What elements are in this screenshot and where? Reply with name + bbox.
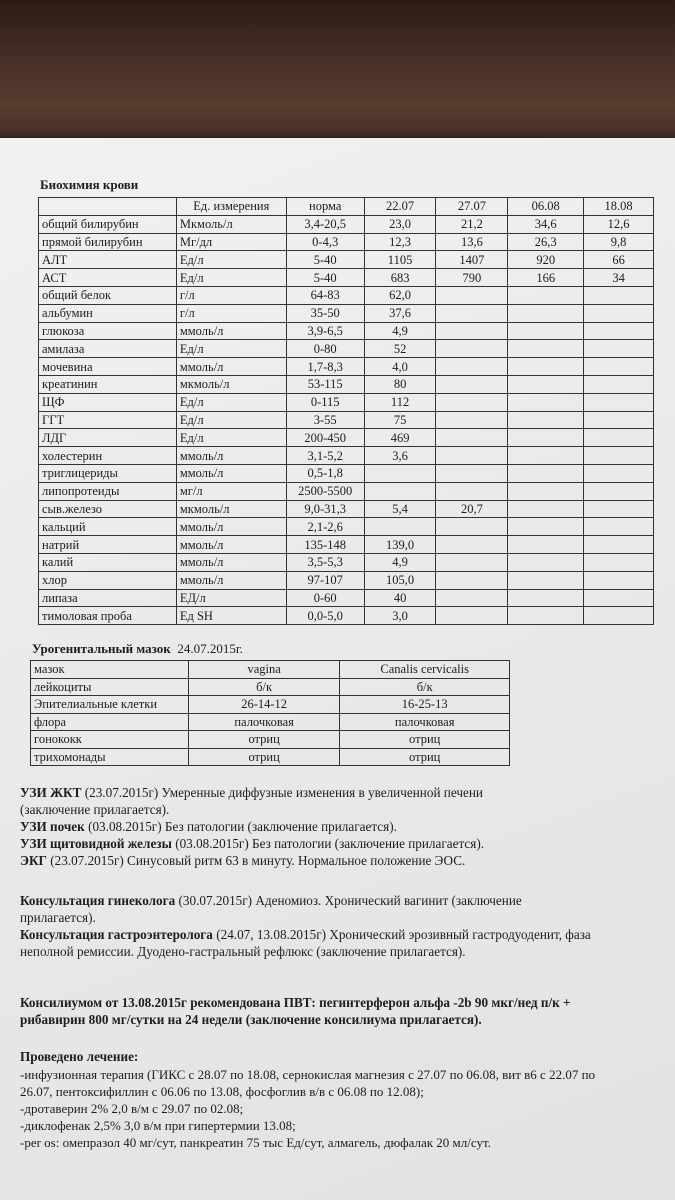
table-row xyxy=(39,553,654,571)
table-cell xyxy=(584,322,654,340)
table-cell: мкмоль/л xyxy=(176,375,286,393)
table-cell: отриц xyxy=(340,748,510,766)
table-cell xyxy=(508,500,584,518)
table-cell: 35-50 xyxy=(286,304,364,322)
table-cell: альбумин xyxy=(39,304,177,322)
table-cell: 3,1-5,2 xyxy=(286,447,364,465)
studies-block xyxy=(20,784,540,869)
table-cell xyxy=(508,518,584,536)
table-cell xyxy=(584,429,654,447)
table-cell: б/к xyxy=(188,678,340,696)
smear-title: Урогенитальный мазок xyxy=(32,641,171,656)
table-cell xyxy=(508,553,584,571)
table-cell xyxy=(584,536,654,554)
table-cell: 3,5-5,3 xyxy=(286,553,364,571)
table-cell: отриц xyxy=(188,748,340,766)
biochem-table xyxy=(38,197,654,625)
table-cell: 26-14-12 xyxy=(188,696,340,714)
table-cell xyxy=(508,589,584,607)
table-cell: ЕД/л xyxy=(176,589,286,607)
table-cell: 4,9 xyxy=(364,322,436,340)
table-cell: 16-25-13 xyxy=(340,696,510,714)
smear-table xyxy=(30,660,510,766)
table-cell: 790 xyxy=(436,269,508,287)
table-cell: лейкоциты xyxy=(31,678,189,696)
table-cell: ГГТ xyxy=(39,411,177,429)
table-cell: 3,6 xyxy=(364,447,436,465)
table-cell xyxy=(508,464,584,482)
table-cell: палочковая xyxy=(188,713,340,731)
table-cell xyxy=(436,607,508,625)
table-cell: 135-148 xyxy=(286,536,364,554)
table-cell: флора xyxy=(31,713,189,731)
biochem-title: Биохимия крови xyxy=(40,177,139,192)
table-cell xyxy=(508,322,584,340)
table-row xyxy=(39,358,654,376)
table-row xyxy=(39,607,654,625)
table-cell: 34,6 xyxy=(508,215,584,233)
table-cell: 3-55 xyxy=(286,411,364,429)
study-thyroid-ultrasound: УЗИ щитовидной железы (03.08.2015г) Без патологии (заключение прилагается). xyxy=(20,836,485,851)
table-cell xyxy=(364,518,436,536)
table-cell: глюкоза xyxy=(39,322,177,340)
council-recommendation: Консилиумом от 13.08.2015г рекомендована ПВТ: пегинтерферон альфа -2b 90 мкг/нед п/к + рибавирин 800 мг/сутки на 24 недели (заключение консилиума прилагается). xyxy=(20,995,571,1027)
table-cell xyxy=(584,607,654,625)
table-row xyxy=(39,322,654,340)
table-cell: Ед/л xyxy=(176,429,286,447)
table-cell: ммоль/л xyxy=(176,358,286,376)
table-cell: мг/л xyxy=(176,482,286,500)
table-cell: Ед/л xyxy=(176,411,286,429)
treatment-line: -диклофенак 2,5% 3,0 в/м при гипертермии 13.08; xyxy=(20,1118,296,1133)
table-cell xyxy=(436,518,508,536)
table-cell xyxy=(584,358,654,376)
table-cell: 21,2 xyxy=(436,215,508,233)
treatment-line: -дротаверин 2% 2,0 в/м с 29.07 по 02.08; xyxy=(20,1101,244,1116)
table-cell xyxy=(584,304,654,322)
table-cell: 80 xyxy=(364,375,436,393)
table-cell: ммоль/л xyxy=(176,464,286,482)
table-cell: АЛТ xyxy=(39,251,177,269)
table-row xyxy=(39,215,654,233)
table-cell xyxy=(436,536,508,554)
study-kidney-ultrasound: УЗИ почек (03.08.2015г) Без патологии (заключение прилагается). xyxy=(20,819,397,834)
table-cell: гонококк xyxy=(31,731,189,749)
table-cell xyxy=(508,393,584,411)
treatment-line: -инфузионная терапия (ГИКС с 28.07 по 18.08, сернокислая магнезия с 27.07 по 06.08, вит в6 с 22.07 по 26.07, пентоксифиллин с 06.06 по 13.08, фосфоглив в/в с 06.08 по 12.08); xyxy=(20,1067,596,1099)
table-row xyxy=(39,464,654,482)
table-header-cell: 06.08 xyxy=(508,198,584,216)
table-cell: 3,4-20,5 xyxy=(286,215,364,233)
table-cell: 0,0-5,0 xyxy=(286,607,364,625)
table-cell: Мг/дл xyxy=(176,233,286,251)
table-cell: палочковая xyxy=(340,713,510,731)
table-cell: 12,6 xyxy=(584,215,654,233)
table-cell xyxy=(508,429,584,447)
table-row xyxy=(39,536,654,554)
table-row xyxy=(39,375,654,393)
table-cell: г/л xyxy=(176,304,286,322)
table-cell xyxy=(584,464,654,482)
table-cell: тимоловая проба xyxy=(39,607,177,625)
table-header-cell: норма xyxy=(286,198,364,216)
table-cell: 9,8 xyxy=(584,233,654,251)
table-row xyxy=(31,713,510,731)
table-header-cell: мазок xyxy=(31,661,189,679)
table-row xyxy=(39,286,654,304)
study-ecg: ЭКГ (23.07.2015г) Синусовый ритм 63 в минуту. Нормальное положение ЭОС. xyxy=(20,853,466,868)
table-cell xyxy=(584,482,654,500)
table-cell: 34 xyxy=(584,269,654,287)
table-cell xyxy=(436,304,508,322)
table-cell: холестерин xyxy=(39,447,177,465)
table-cell: ммоль/л xyxy=(176,447,286,465)
table-cell xyxy=(508,375,584,393)
table-cell: 66 xyxy=(584,251,654,269)
study-gi-ultrasound: УЗИ ЖКТ (23.07.2015г) Умеренные диффузные изменения в увеличенной печени (заключение прилагается). xyxy=(20,785,483,817)
table-cell: 4,9 xyxy=(364,553,436,571)
table-cell: ммоль/л xyxy=(176,571,286,589)
table-cell xyxy=(436,464,508,482)
table-cell: 13,6 xyxy=(436,233,508,251)
table-row xyxy=(39,589,654,607)
table-cell xyxy=(436,393,508,411)
table-cell: 75 xyxy=(364,411,436,429)
table-cell: 3,9-6,5 xyxy=(286,322,364,340)
table-cell xyxy=(508,571,584,589)
table-cell: 3,0 xyxy=(364,607,436,625)
table-cell: общий билирубин xyxy=(39,215,177,233)
table-cell: 112 xyxy=(364,393,436,411)
table-cell: кальций xyxy=(39,518,177,536)
table-cell xyxy=(584,375,654,393)
table-cell: 0-80 xyxy=(286,340,364,358)
table-row xyxy=(39,233,654,251)
table-cell: Ед/л xyxy=(176,269,286,287)
smear-date: 24.07.2015г. xyxy=(177,641,243,656)
table-row xyxy=(39,340,654,358)
table-cell: сыв.железо xyxy=(39,500,177,518)
table-cell: Ед/л xyxy=(176,340,286,358)
smear-header-row xyxy=(31,661,510,679)
table-cell: натрий xyxy=(39,536,177,554)
table-cell: 166 xyxy=(508,269,584,287)
table-header-cell: 27.07 xyxy=(436,198,508,216)
table-cell xyxy=(508,482,584,500)
table-cell xyxy=(584,340,654,358)
table-cell xyxy=(584,553,654,571)
table-cell: 2,1-2,6 xyxy=(286,518,364,536)
table-cell: прямой билирубин xyxy=(39,233,177,251)
table-cell xyxy=(584,589,654,607)
table-cell: 200-450 xyxy=(286,429,364,447)
table-cell xyxy=(436,375,508,393)
treatment-title: Проведено лечение: xyxy=(20,1049,139,1064)
table-cell: общий белок xyxy=(39,286,177,304)
table-row xyxy=(39,269,654,287)
table-cell: хлор xyxy=(39,571,177,589)
consults-block xyxy=(20,892,600,960)
table-cell xyxy=(508,304,584,322)
table-cell: Ед/л xyxy=(176,393,286,411)
table-cell xyxy=(508,340,584,358)
table-row xyxy=(39,447,654,465)
table-cell: креатинин xyxy=(39,375,177,393)
table-cell: 920 xyxy=(508,251,584,269)
table-cell xyxy=(436,447,508,465)
table-row xyxy=(39,571,654,589)
table-cell xyxy=(508,411,584,429)
table-cell: Ед/л xyxy=(176,251,286,269)
table-cell: 0-4,3 xyxy=(286,233,364,251)
table-cell xyxy=(436,429,508,447)
table-cell xyxy=(436,322,508,340)
table-cell: 5-40 xyxy=(286,269,364,287)
table-row xyxy=(39,518,654,536)
table-cell xyxy=(436,589,508,607)
table-cell xyxy=(508,286,584,304)
consult-gastroenterologist: Консультация гастроэнтеролога (24.07, 13.08.2015г) Хронический эрозивный гастродуоденит, фаза неполной ремиссии. Дуодено-гастральный рефлюкс (заключение прилагается). xyxy=(20,927,591,959)
table-cell xyxy=(436,411,508,429)
table-cell xyxy=(436,340,508,358)
table-cell: отриц xyxy=(188,731,340,749)
table-cell: липаза xyxy=(39,589,177,607)
table-cell xyxy=(584,518,654,536)
table-cell: ммоль/л xyxy=(176,536,286,554)
table-cell: ммоль/л xyxy=(176,322,286,340)
table-cell: 0-115 xyxy=(286,393,364,411)
table-cell: 9,0-31,3 xyxy=(286,500,364,518)
table-row xyxy=(31,748,510,766)
table-row xyxy=(39,304,654,322)
table-cell: калий xyxy=(39,553,177,571)
table-cell: 0-60 xyxy=(286,589,364,607)
table-cell: 139,0 xyxy=(364,536,436,554)
table-cell: 37,6 xyxy=(364,304,436,322)
table-cell: мочевина xyxy=(39,358,177,376)
table-cell: г/л xyxy=(176,286,286,304)
table-cell: б/к xyxy=(340,678,510,696)
table-row xyxy=(31,696,510,714)
table-cell xyxy=(508,536,584,554)
table-cell: 23,0 xyxy=(364,215,436,233)
table-cell: 53-115 xyxy=(286,375,364,393)
table-cell: 2500-5500 xyxy=(286,482,364,500)
table-cell xyxy=(584,500,654,518)
table-cell: отриц xyxy=(340,731,510,749)
table-cell: 40 xyxy=(364,589,436,607)
table-cell: Ед SH xyxy=(176,607,286,625)
table-cell xyxy=(584,447,654,465)
table-header-cell: 18.08 xyxy=(584,198,654,216)
table-cell xyxy=(508,358,584,376)
table-cell: трихомонады xyxy=(31,748,189,766)
table-row xyxy=(31,678,510,696)
table-header-cell: Ед. измерения xyxy=(176,198,286,216)
treatment-line: -per os: омепразол 40 мг/сут, панкреатин 75 тыс Ед/сут, алмагель, дюфалак 20 мл/сут. xyxy=(20,1135,491,1150)
table-cell: Эпителиальные клетки xyxy=(31,696,189,714)
table-cell xyxy=(584,393,654,411)
table-cell xyxy=(508,607,584,625)
table-cell xyxy=(436,358,508,376)
table-cell: АСТ xyxy=(39,269,177,287)
table-row xyxy=(31,731,510,749)
consult-gynecologist: Консультация гинеколога (30.07.2015г) Аденомиоз. Хронический вагинит (заключение прилагается). xyxy=(20,893,522,925)
table-cell: Мкмоль/л xyxy=(176,215,286,233)
biochem-header-row xyxy=(39,198,654,216)
table-cell: 683 xyxy=(364,269,436,287)
wooden-table-background xyxy=(0,0,675,150)
table-row xyxy=(39,482,654,500)
table-cell: 64-83 xyxy=(286,286,364,304)
table-cell xyxy=(584,571,654,589)
table-cell: 0,5-1,8 xyxy=(286,464,364,482)
smear-heading xyxy=(32,641,243,657)
table-cell: ЩФ xyxy=(39,393,177,411)
table-cell: липопротеиды xyxy=(39,482,177,500)
table-cell: 12,3 xyxy=(364,233,436,251)
table-cell: 105,0 xyxy=(364,571,436,589)
table-row xyxy=(39,393,654,411)
table-row xyxy=(39,411,654,429)
table-cell: мкмоль/л xyxy=(176,500,286,518)
table-cell: 5-40 xyxy=(286,251,364,269)
table-cell: 5,4 xyxy=(364,500,436,518)
table-header-cell: 22.07 xyxy=(364,198,436,216)
table-cell: 20,7 xyxy=(436,500,508,518)
table-cell xyxy=(364,464,436,482)
table-header-cell: Canalis cervicalis xyxy=(340,661,510,679)
table-cell: 62,0 xyxy=(364,286,436,304)
table-cell: 26,3 xyxy=(508,233,584,251)
table-row xyxy=(39,500,654,518)
table-cell xyxy=(436,482,508,500)
table-cell: 1,7-8,3 xyxy=(286,358,364,376)
table-cell: ЛДГ xyxy=(39,429,177,447)
table-cell: ммоль/л xyxy=(176,518,286,536)
table-row xyxy=(39,429,654,447)
treatment-list xyxy=(20,1066,615,1151)
table-cell xyxy=(436,571,508,589)
table-cell: 1407 xyxy=(436,251,508,269)
table-cell: 469 xyxy=(364,429,436,447)
document-page xyxy=(0,138,675,1200)
table-cell: триглицериды xyxy=(39,464,177,482)
table-cell: 52 xyxy=(364,340,436,358)
table-cell xyxy=(584,411,654,429)
table-cell: 97-107 xyxy=(286,571,364,589)
table-cell xyxy=(436,553,508,571)
table-header-cell: vagina xyxy=(188,661,340,679)
table-cell: 1105 xyxy=(364,251,436,269)
table-cell: 4,0 xyxy=(364,358,436,376)
table-cell xyxy=(584,286,654,304)
table-cell xyxy=(436,286,508,304)
table-cell xyxy=(364,482,436,500)
table-cell: амилаза xyxy=(39,340,177,358)
table-row xyxy=(39,251,654,269)
table-header-cell xyxy=(39,198,177,216)
table-cell: ммоль/л xyxy=(176,553,286,571)
table-cell xyxy=(508,447,584,465)
